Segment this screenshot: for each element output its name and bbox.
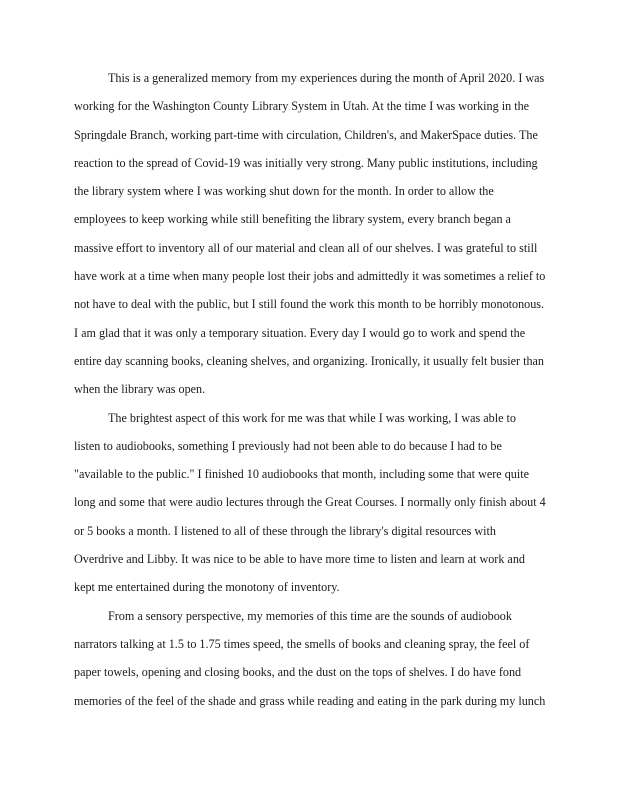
paragraph-line: reaction to the spread of Covid-19 was initially very strong. Many public institutions, including — [74, 155, 538, 170]
paragraph-line: employees to keep working while still benefiting the library system, every branch began a — [74, 212, 511, 227]
paragraph-line: Springdale Branch, working part-time with circulation, Children's, and MakerSpace duties. The — [74, 127, 538, 142]
paragraph-line: The brightest aspect of this work for me was that while I was working, I was able to — [108, 410, 516, 425]
paragraph-line: working for the Washington County Library System in Utah. At the time I was working in the — [74, 99, 530, 114]
body-text — [74, 64, 548, 715]
paragraph-line: entire day scanning books, cleaning shelves, and organizing. Ironically, it usually felt busier than — [74, 353, 544, 368]
paragraph — [74, 602, 548, 715]
paragraph-line: paper towels, opening and closing books, and the dust on the tops of shelves. I do have fond — [74, 665, 522, 680]
paragraph — [74, 404, 548, 602]
paragraph-line: kept me entertained during the monotony of inventory. — [74, 580, 340, 595]
paragraph-line: massive effort to inventory all of our material and clean all of our shelves. I was grateful to still — [74, 240, 538, 255]
paragraph-line: when the library was open. — [74, 382, 206, 397]
paragraph-line: "available to the public." I finished 10 audiobooks that month, including some that were quite — [74, 467, 529, 482]
paragraph-line: listen to audiobooks, something I previously had not been able to do because I had to be — [74, 438, 502, 453]
paragraph-line: have work at a time when many people lost their jobs and admittedly it was sometimes a relief to — [74, 269, 546, 284]
paragraph-line: From a sensory perspective, my memories of this time are the sounds of audiobook — [108, 608, 512, 623]
paragraph — [74, 64, 548, 404]
paragraph-line: I am glad that it was only a temporary situation. Every day I would go to work and spend the — [74, 325, 526, 340]
paragraph-line: This is a generalized memory from my experiences during the month of April 2020. I was — [108, 71, 545, 85]
paragraph-line: the library system where I was working shut down for the month. In order to allow the — [74, 184, 494, 199]
paragraph-line: not have to deal with the public, but I still found the work this month to be horribly monotonous. — [74, 297, 545, 312]
paragraph-line: or 5 books a month. I listened to all of these through the library's digital resources with — [74, 523, 496, 538]
paragraph-line: long and some that were audio lectures through the Great Courses. I normally only finish about 4 — [74, 495, 546, 510]
paragraph-line: narrators talking at 1.5 to 1.75 times speed, the smells of books and cleaning spray, the feel of — [74, 636, 530, 651]
paragraph-line: memories of the feel of the shade and grass while reading and eating in the park during my lunch — [74, 693, 546, 708]
paragraph-line: Overdrive and Libby. It was nice to be able to have more time to listen and learn at work and — [74, 552, 525, 567]
